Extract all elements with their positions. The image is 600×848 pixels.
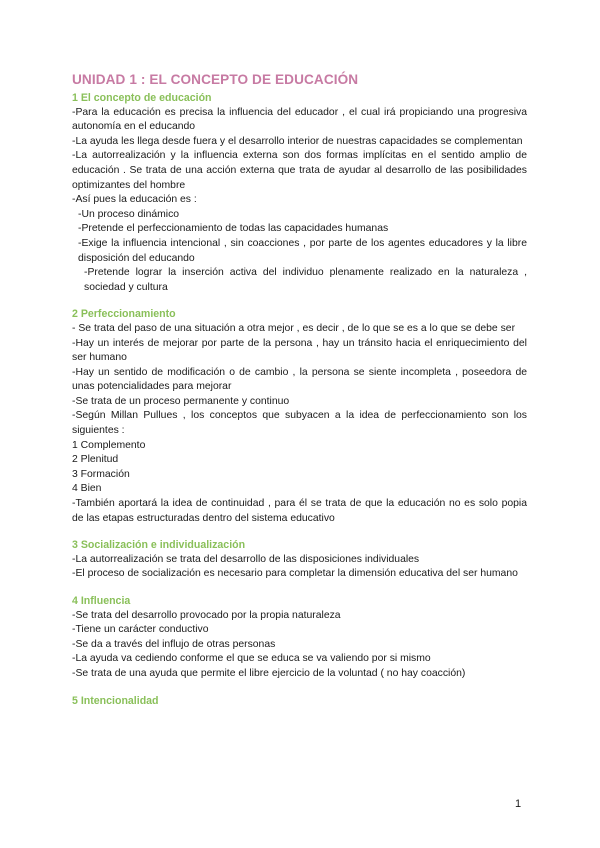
paragraph: -Se trata de un proceso permanente y continuo: [72, 395, 290, 407]
paragraph: -También aportará la idea de continuidad , para él se trata de que la educación no es solo popia de las etapas estructuradas dentro del sistema educativo: [72, 498, 527, 524]
paragraph: -El proceso de socialización es necesario para completar la dimensión educativa del ser humano: [72, 568, 518, 580]
list-item: 2 Plenitud: [72, 454, 119, 466]
list-item: -Un proceso dinámico: [78, 208, 180, 220]
paragraph: -Se da a través del influjo de otras personas: [72, 638, 276, 650]
section-heading-perfeccionamiento: 2 Perfeccionamiento: [72, 308, 176, 321]
paragraph: -Se trata de una ayuda que permite el libre ejercicio de la voluntad ( no hay coacción): [72, 667, 466, 679]
list-item: 1 Complemento: [72, 439, 146, 451]
paragraph: -La autorrealización se trata del desarrollo de las disposiciones individuales: [72, 553, 420, 565]
paragraph: -La autorrealización y la influencia externa son dos formas implícitas en el sentido amplio de educación . Se trata de una acción externa que trata de ayudar al desarrollo de las posibilidades optimizantes del hombre: [72, 150, 527, 191]
paragraph: -Hay un interés de mejorar por parte de la persona , hay un tránsito hacia el enriquecimiento del ser humano: [72, 337, 527, 364]
paragraph: - Se trata del paso de una situación a otra mejor , es decir , de lo que se es a lo que se debe ser: [72, 322, 516, 334]
section-heading-intencionalidad: 5 Intencionalidad: [72, 694, 159, 707]
list-item: 3 Formación: [72, 468, 130, 480]
paragraph: -Para la educación es precisa la influencia del educador , el cual irá propiciando una progresiva autonomía en el educando: [72, 106, 527, 133]
list-item: -Pretende lograr la inserción activa del individuo plenamente realizado en la naturaleza , sociedad y cultura: [84, 267, 527, 293]
paragraph: -Hay un sentido de modificación o de cambio , la persona se siente incompleta , poseedora de unas potencialidades para mejorar: [72, 366, 527, 393]
list-item: -Pretende el perfeccionamiento de todas las capacidades humanas: [78, 223, 389, 235]
paragraph: -La ayuda les llega desde fuera y el desarrollo interior de nuestras capacidades se complementan: [72, 135, 523, 147]
section-heading-socializacion: 3 Socialización e individualización: [72, 539, 246, 552]
section-heading-influencia: 4 Influencia: [72, 595, 131, 607]
paragraph: -Tiene un carácter conductivo: [72, 624, 209, 636]
list-item: 4 Bien: [72, 483, 102, 495]
paragraph: -Se trata del desarrollo provocado por la propia naturaleza: [72, 609, 341, 621]
document-page: [72, 72, 527, 708]
paragraph: -Así pues la educación es :: [72, 194, 197, 206]
page-number: 1: [515, 798, 522, 810]
section-heading-concepto: 1 El concepto de educación: [72, 92, 212, 104]
paragraph: -La ayuda va cediendo conforme el que se educa se va valiendo por si mismo: [72, 653, 431, 665]
document-title: UNIDAD 1 : EL CONCEPTO DE EDUCACIÓN: [72, 72, 359, 87]
list-item: -Exige la influencia intencional , sin coacciones , por parte de los agentes educadores y la libre disposición del educando: [78, 237, 527, 264]
paragraph: -Según Millan Pullues , los conceptos que subyacen a la idea de perfeccionamiento son los siguientes :: [72, 410, 527, 437]
